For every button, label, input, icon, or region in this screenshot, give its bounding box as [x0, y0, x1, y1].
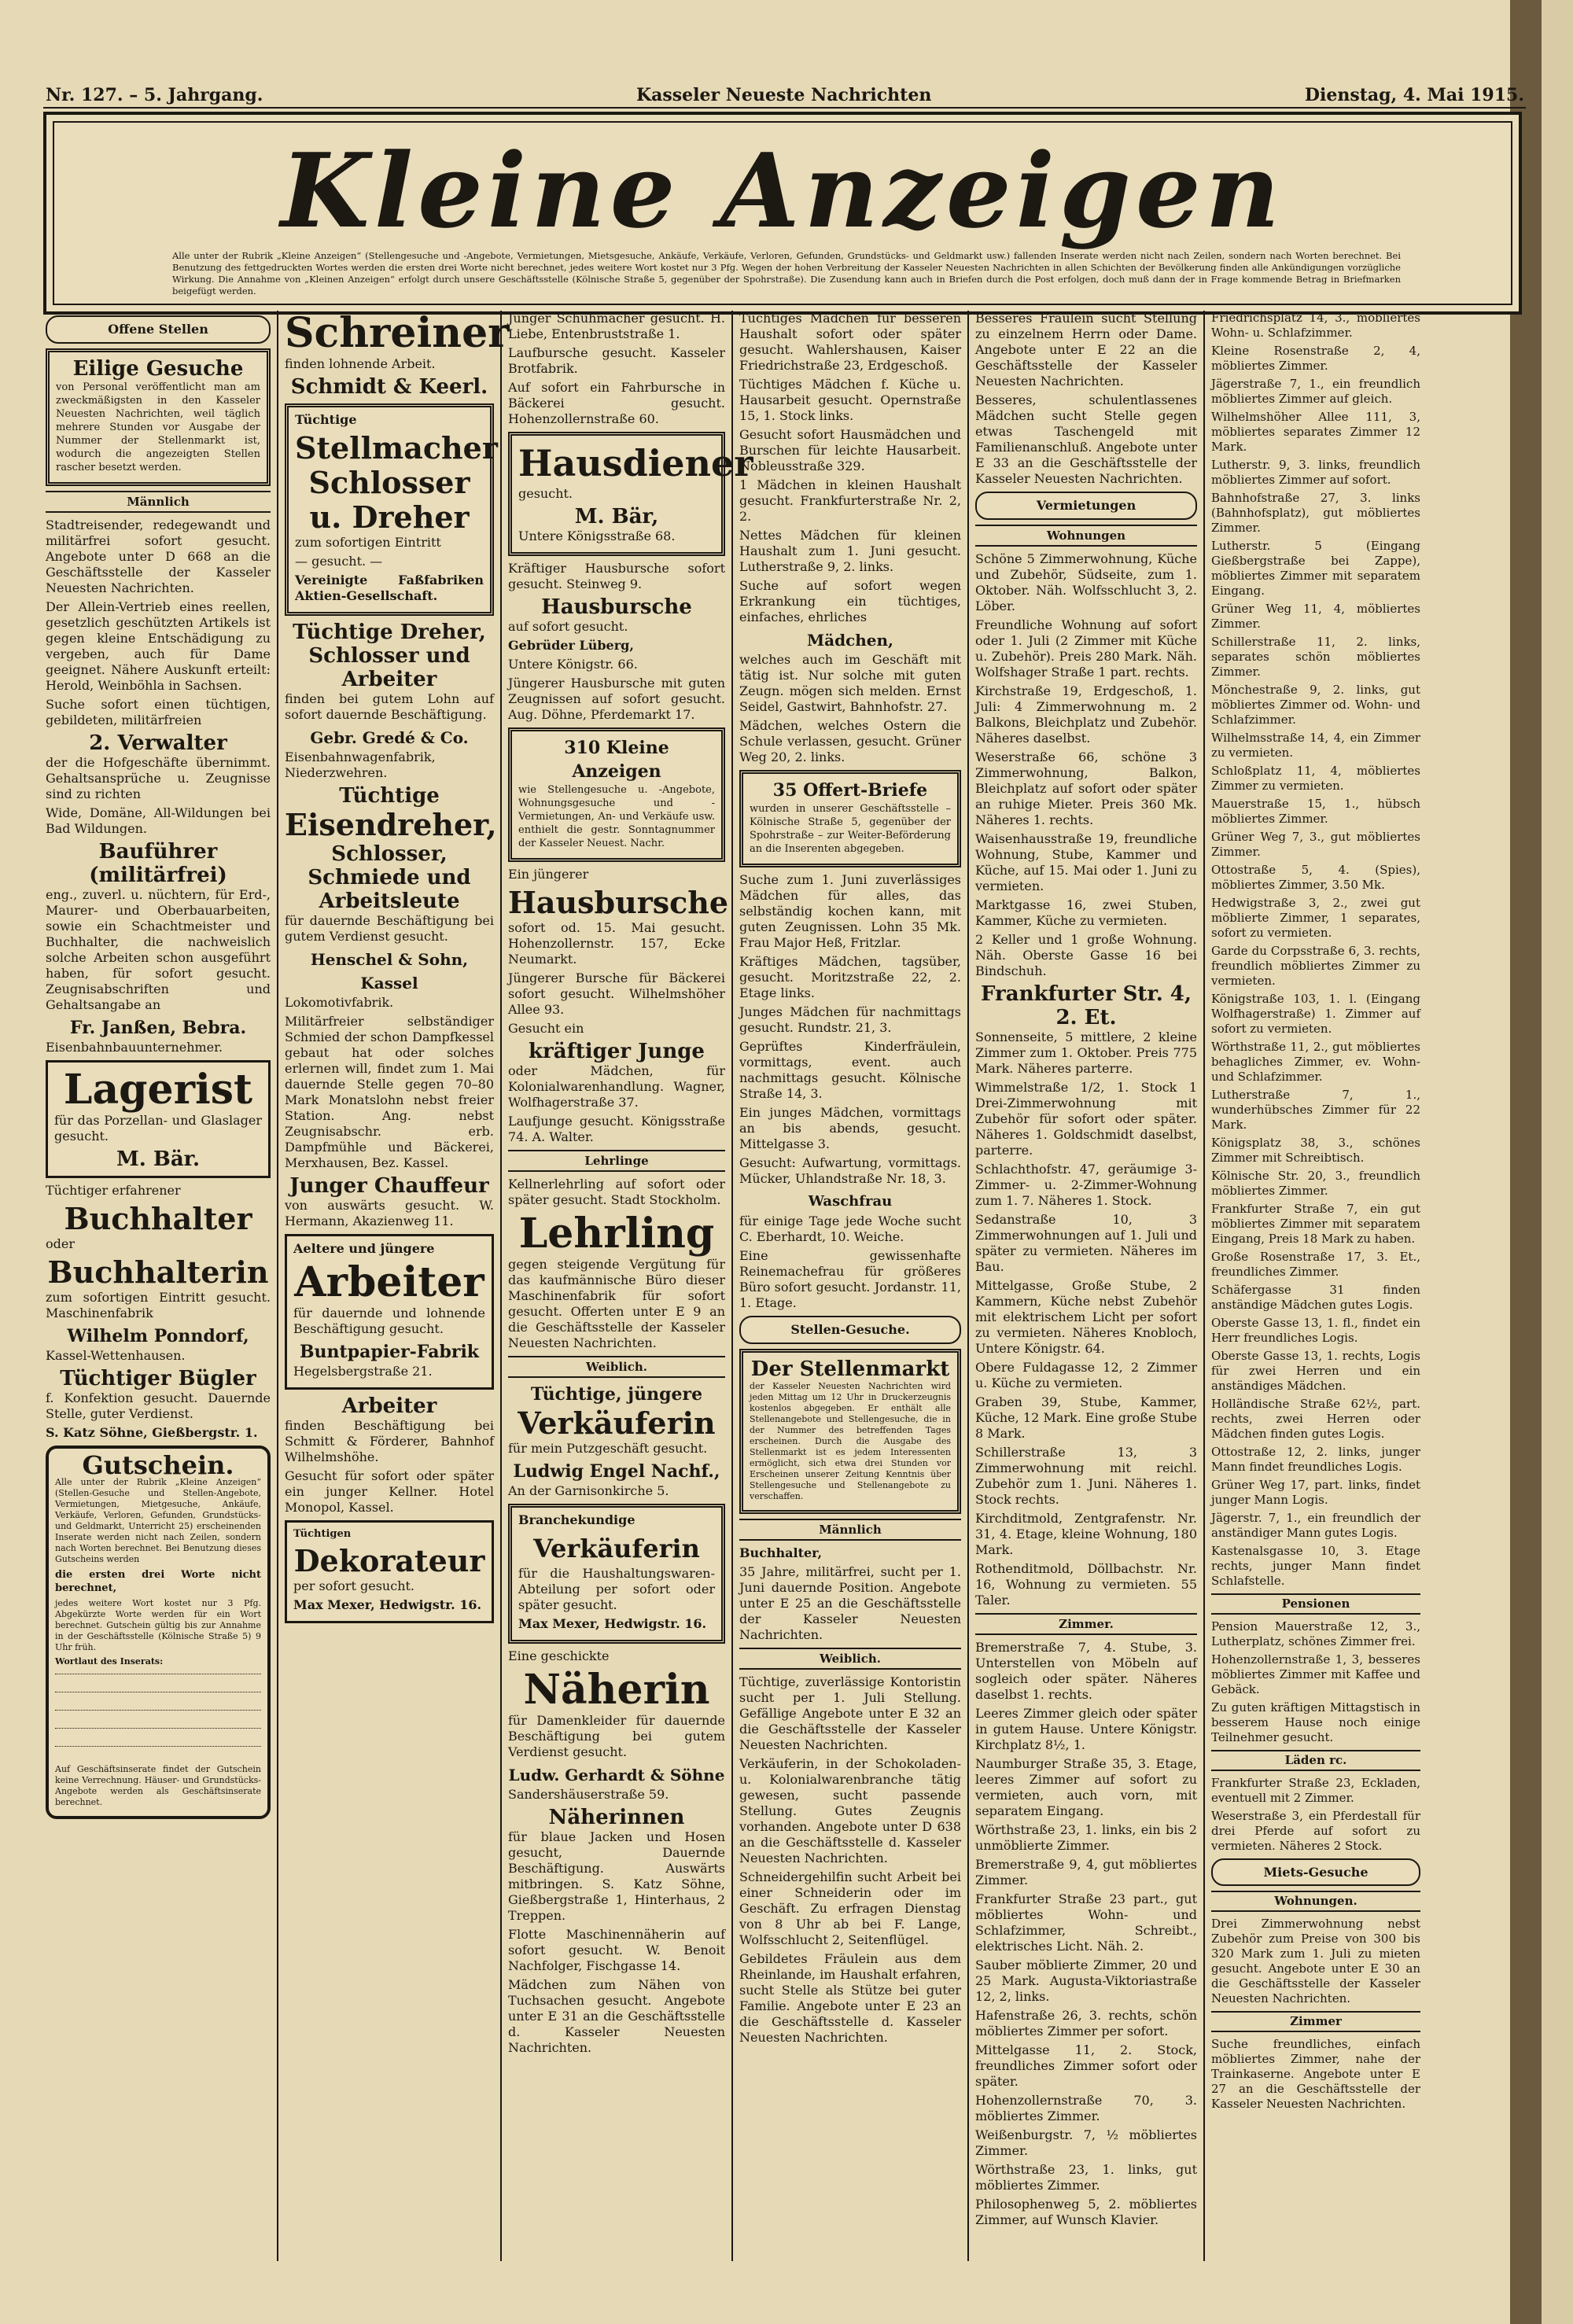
ad-text: für das Porzellan- und Glaslager gesucht.: [54, 1113, 262, 1144]
ad-text: für dauernde und lohnende Beschäftigung gesucht.: [293, 1306, 485, 1336]
header-rule: [43, 107, 1526, 109]
ad-text: Lutherstr. 9, 3. links, freundlich möbliertes Zimmer auf sofort.: [1211, 458, 1420, 487]
ad-text: Gesucht sofort Hausmädchen und Burschen für leichte Hausarbeit. Nobleusstraße 329.: [739, 427, 961, 473]
ad-text: oder Mädchen, für Kolonialwarenhandlung. Wagner, Wolfhagerstraße 37.: [508, 1063, 725, 1110]
coupon-bold: die ersten drei Worte nicht berechnet,: [55, 1569, 261, 1594]
ad-title: Hausbursche: [508, 885, 729, 920]
ad-text: Ein junges Mädchen, vormittags an bis abends, gesucht. Mittelgasse 3.: [739, 1105, 961, 1151]
ad-signature: M. Bär.: [116, 1147, 201, 1171]
ad-lagerist: [46, 1060, 271, 1178]
ad-title: Mädchen,: [806, 631, 894, 650]
ad-text: Marktgasse 16, zwei Stuben, Kammer, Küche zu vermieten.: [975, 897, 1197, 928]
column-4: [739, 311, 961, 2261]
ad-text: für einige Tage jede Woche sucht C. Eberhardt, 10. Weiche.: [739, 1214, 961, 1244]
column-rule: [967, 311, 969, 2261]
ad-text: f. Konfektion gesucht. Dauernde Stelle, guter Verdienst.: [46, 1390, 271, 1421]
ad-text: Sonnenseite, 5 mittlere, 2 kleine Zimmer zum 1. Oktober. Preis 775 Mark. Näheres parterre.: [975, 1029, 1197, 1076]
ad-text: für Damenkleider für dauernde Beschäftigung bei gutem Verdienst gesucht.: [508, 1713, 725, 1759]
ad-signature: Max Mexer, Hedwigstr. 16.: [293, 1597, 482, 1612]
banner-text: Alle unter der Rubrik „Kleine Anzeigen“ (Stellengesuche und -Angebote, Vermietungen, Mietsgesuche, Ankäufe, Verkäufe, Verloren, Gefunden, Grundstücks- und Geldmarkt usw.) fallenden Inserate werden nicht nach Zeilen, sondern nach Worten berechnet. Bei Benutzung des fettgedruckten Wortes werden die ersten drei Worte nicht berechnet, jedes weitere Wort kostet nur 3 Pfg. Wegen der hohen Verbreitung der Kasseler Neuesten Nachrichten in allen Schichten der Bevölkerung finden alle Ankündigungen vorzügliche Wirkung. Die Annahme von „Kleinen Anzeigen“ erfolgt durch unsere Geschäftsstelle (Kölnische Straße 5, gegenüber der Spohrstraße). Die Zusendung kann auch in Briefen durch die Post erfolgen, doch muß dann der in Frage kommende Betrag in Briefmarken beigefügt werden.: [172, 250, 1401, 296]
ad-text: Verkäuferin, in der Schokoladen- u. Kolonialwarenbranche tätig gewesen, sucht passende Stellung. Gutes Zeugnis vorhanden. Angebote unter D 638 an die Geschäftsstelle d. Kasseler Neuesten Nachrichten.: [739, 1756, 961, 1865]
ad-title: Stellmacher: [295, 430, 498, 466]
issue-number: Nr. 127. – 5. Jahrgang.: [46, 85, 263, 105]
ad-text: Tüchtiger erfahrener: [46, 1183, 181, 1198]
ad-text: Junges Mädchen für nachmittags gesucht. Rundstr. 21, 3.: [739, 1004, 961, 1035]
ad-text: Tüchtige: [295, 412, 357, 427]
ad-text: Wilhelmshöher Allee 111, 3, möbliertes separates Zimmer 12 Mark.: [1211, 410, 1420, 454]
newspaper-name: Kasseler Neueste Nachrichten: [636, 85, 932, 105]
ad-text: Kastenalsgasse 10, 3. Etage rechts, junger Mann findet Schlafstelle.: [1211, 1544, 1420, 1588]
ad-text: Sauber möblierte Zimmer, 20 und 25 Mark. Augusta-Viktoriastraße 12, 2, links.: [975, 1958, 1197, 2004]
ad-text: Geprüftes Kinderfräulein, vormittags, event. auch nachmittags gesucht. Kölnische Straße 14, 3.: [739, 1039, 961, 1101]
ad-text: Untere Königstr. 66.: [508, 657, 638, 672]
ad-title: Tüchtige, jüngere: [530, 1384, 703, 1405]
ad-title: Tüchtige: [339, 784, 440, 808]
ad-text: Garde du Corpsstraße 6, 3. rechts, freundlich möbliertes Zimmer zu vermieten.: [1211, 944, 1420, 988]
section-vermietungen: Vermietungen: [975, 492, 1197, 520]
subsection-weiblich: Weiblich.: [508, 1356, 725, 1378]
issue-date: Dienstag, 4. Mai 1915.: [1304, 85, 1524, 105]
ad-text: der Kasseler Neuesten Nachrichten wird jeden Mittag um 12 Uhr in Druckerzeugnis kostenlos abgegeben. Er enthält alle Stellenangebote und Stellengesuche, die in der Nummer des betreffenden Tages erscheinen. Durch die Ausgabe des Stellenmarkt ist es jedem Interessenten ermöglicht, sich etwa drei Stunden vor Erscheinen unserer Zeitung Kenntnis über Stellengesuche und Stellenangebote zu verschaffen.: [750, 1381, 951, 1501]
column-3: [508, 311, 753, 2261]
ad-text: Leeres Zimmer gleich oder später in gutem Hause. Untere Königstr. Kirchplatz 8½, 1.: [975, 1706, 1197, 1752]
ad-text: Oberste Gasse 13, 1. rechts, Logis für zwei Herren und ein anständiges Mädchen.: [1211, 1349, 1420, 1393]
coupon-write-line[interactable]: [55, 1728, 261, 1740]
coupon-write-line[interactable]: [55, 1692, 261, 1703]
ad-text: Mauerstraße 15, 1., hübsch möbliertes Zimmer.: [1211, 797, 1420, 826]
ad-text: 1 Mädchen in kleinen Haushalt gesucht. Frankfurterstraße Nr. 2, 2.: [739, 477, 961, 524]
ad-text: eng., zuverl. u. nüchtern, für Erd-, Maurer- und Oberbauarbeiten, sowie ein Schachtmeister und Buchhalter, die nachweislich solche Arbeiten schon ausgeführt haben, für sofort gesucht. Zeugnisabschriften und Gehaltsangabe an: [46, 887, 271, 1012]
ad-text: Eine gewissenhafte Reinemachefrau für größeres Büro sofort gesucht. Jordanstr. 11, 1. Etage.: [739, 1248, 961, 1310]
ad-text: 35 Jahre, militärfrei, sucht per 1. Juni dauernde Position. Angebote unter E 25 an die Geschäftsstelle der Kasseler Neuesten Nachrichten.: [739, 1564, 961, 1642]
ad-title: Näherinnen: [548, 1806, 685, 1829]
ad-text: Drei Zimmerwohnung nebst Zubehör zum Preise von 300 bis 320 Mark zum 1. Juli zu mieten gesucht. Angebote unter E 30 an die Geschäftsstelle der Kasseler Neuesten Nachrichten.: [1211, 1917, 1420, 2005]
ad-title: Verkäuferin: [533, 1534, 700, 1563]
coupon-title: Gutschein.: [82, 1450, 234, 1480]
ad-kellner: Gesucht für sofort oder später ein junger Kellner. Hotel Monopol, Kassel.: [285, 1468, 494, 1515]
ad-310-kleine-anzeigen: [508, 727, 725, 862]
ad-text: für blaue Jacken und Hosen gesucht, Dauernde Beschäftigung. Auswärts mitbringen. S. Katz Söhne, Gießbergstraße 1, Hinterhaus, 2 Treppen.: [508, 1829, 725, 1923]
ad-title: Schreiner: [285, 309, 510, 357]
section-miets-gesuche: Miets-Gesuche: [1211, 1858, 1420, 1886]
ad-text: Hohenzollernstraße 1, 3, besseres möbliertes Zimmer mit Kaffee und Gebäck.: [1211, 1652, 1420, 1696]
ad-title: Tüchtiger Bügler: [60, 1367, 256, 1390]
ad-text: Rothenditmold, Döllbachstr. Nr. 16, Wohnung zu vermieten. 55 Taler.: [975, 1561, 1197, 1608]
ad-text: Lutherstraße 7, 1., wunderhübsches Zimmer für 22 Mark.: [1211, 1088, 1420, 1132]
kleine-anzeigen-banner: [43, 112, 1522, 315]
ad-text: Eisenbahnbauunternehmer.: [46, 1040, 223, 1055]
ad-text: Frankfurter Straße 23, Eckladen, eventuell mit 2 Zimmer.: [1211, 1776, 1420, 1805]
ad-text: Sedanstraße 10, 3 Zimmerwohnungen auf 1. Juli und später zu vermieten. Näheres im Bau.: [975, 1212, 1197, 1274]
ad-signature: Fr. Janßen, Bebra.: [69, 1018, 247, 1038]
ad-title: Buchhalter: [64, 1201, 252, 1236]
ad-signature: Ludw. Gerhardt & Söhne: [508, 1766, 725, 1784]
subsection-wohnungen: Wohnungen.: [1211, 1891, 1420, 1912]
ad-text: zum sofortigen Eintritt: [295, 535, 441, 550]
ad-text: finden Beschäftigung bei Schmitt & Förderer, Bahnhof Wilhelmshöhe.: [285, 1418, 494, 1464]
ad-text: Schäfergasse 31 finden anständige Mädchen gutes Logis.: [1211, 1283, 1420, 1312]
ad-text: Wimmelstraße 1/2, 1. Stock 1 Drei-Zimmerwohnung mit Zubehör für sofort oder später. Näheres 1. Goldschmidt daselbst, parterre.: [975, 1080, 1197, 1158]
ad-text: Ottostraße 5, 4. (Spies), möbliertes Zimmer, 3.50 Mk.: [1211, 863, 1420, 892]
ad-text: sofort od. 15. Mai gesucht. Hohenzollernstr. 157, Ecke Neumarkt.: [508, 920, 725, 967]
ad-text: Weißenburgstr. 7, ½ möbliertes Zimmer.: [975, 2127, 1197, 2158]
ad-laufbursche: Laufbursche gesucht. Kasseler Brotfabrik.: [508, 345, 725, 376]
ad-text: Schloßplatz 11, 4, möbliertes Zimmer zu vermieten.: [1211, 764, 1420, 793]
ad-text: Suche zum 1. Juni zuverlässiges Mädchen für alles, das selbständig kochen kann, mit guten Zeugnissen. Lohn 35 Mk. Frau Major Heß, Fritzlar.: [739, 872, 961, 950]
ad-laufjunge: Laufjunge gesucht. Königsstraße 74. A. Walter.: [508, 1114, 725, 1144]
column-2: [285, 309, 510, 2261]
ad-title: 35 Offert-Briefe: [772, 780, 928, 801]
column-rule: [731, 311, 733, 2261]
ad-signature: S. Katz Söhne, Gießbergstr. 1.: [46, 1425, 258, 1440]
ad-title: kräftiger Junge: [529, 1040, 705, 1063]
ad-signature: Gebr. Gredé & Co.: [310, 728, 469, 747]
ad-signature: Buntpapier-Fabrik: [299, 1342, 480, 1362]
ad-title: Bauführer (militärfrei): [89, 840, 227, 887]
gutschein-coupon: [46, 1446, 271, 1819]
ad-title: Junger Chauffeur: [289, 1174, 489, 1198]
ad-text: Schöne 5 Zimmerwohnung, Küche und Zubehör, Südseite, zum 1. Oktober. Näh. Wolfsschlucht 3, 2. Löber.: [975, 551, 1197, 613]
ad-text: Frankfurter Straße 23 part., gut möbliertes Wohn- und Schlafzimmer, Schreibt., elektrisches Licht. Näh. 2.: [975, 1891, 1197, 1954]
ad-text: Tüchtige, zuverlässige Kontoristin sucht per 1. Juli Stellung. Gefällige Angebote unter E 32 an die Geschäftsstelle der Kasseler Neuesten Nachrichten.: [739, 1674, 961, 1752]
ad-text: Kassel-Wettenhausen.: [46, 1348, 186, 1363]
ad-hausbursche: Kräftiger Hausbursche sofort gesucht. Steinweg 9.: [508, 561, 725, 591]
ad-text: Hohenzollernstraße 70, 3. möbliertes Zimmer.: [975, 2093, 1197, 2123]
page-header: [46, 85, 1524, 105]
ad-text: Bremerstraße 9, 4, gut möbliertes Zimmer.: [975, 1857, 1197, 1888]
subsection-zimmer: Zimmer: [1211, 2011, 1420, 2032]
ad-title: Buchhalter,: [739, 1545, 823, 1560]
ad-fahrbursche: Auf sofort ein Fahrbursche in Bäckerei gesucht. Hohenzollernstraße 60.: [508, 380, 725, 426]
coupon-write-line[interactable]: [55, 1710, 261, 1722]
ad-title: Lagerist: [63, 1066, 253, 1114]
ad-text: Zu guten kräftigen Mittagstisch in besserem Hause noch einige Teilnehmer gesucht.: [1211, 1700, 1420, 1744]
subsection-maennlich: Männlich: [46, 491, 271, 513]
column-1: [46, 311, 271, 2261]
ad-text: Weserstraße 3, ein Pferdestall für drei Pferde auf sofort zu vermieten. Näheres 2 Stock.: [1211, 1809, 1420, 1853]
section-offene-stellen: Offene Stellen: [46, 315, 271, 344]
ad-signature: Ludwig Engel Nachf.,: [513, 1461, 720, 1482]
ad-text: Schneidergehilfin sucht Arbeit bei einer Schneiderin oder im Geschäft. Zu erfragen Dienstag von 8 Uhr ab bei F. Lange, Wolfsschlucht 2, Seitenflügel.: [739, 1869, 961, 1947]
ad-text: Kirchditmold, Zentgrafenstr. Nr. 31, 4. Etage, kleine Wohnung, 180 Mark.: [975, 1511, 1197, 1557]
ad-text: Sandershäuserstraße 59.: [508, 1787, 669, 1802]
ad-text: Wide, Domäne, All-Wildungen bei Bad Wildungen.: [46, 805, 271, 836]
ad-text: Besseres, schulentlassenes Mädchen sucht Stelle gegen etwas Taschengeld mit Familienanschluß. Angebote unter E 33 an die Geschäftsstelle der Kasseler Neuesten Nachrichten.: [975, 392, 1197, 486]
ad-signature: Vereinigte Faßfabriken Aktien-Gesellschaft.: [295, 573, 484, 603]
ad-text: oder: [46, 1236, 75, 1251]
ad-text: Schillerstraße 13, 3 Zimmerwohnung mit reichl. Zubehör zum 1. Juni. Näheres 1. Stock rechts.: [975, 1445, 1197, 1507]
column-6: [1211, 311, 1420, 2261]
coupon-text: jedes weitere Wort kostet nur 3 Pfg. Abgekürzte Worte werden für ein Wort berechnet. Gutschein gültig bis zur Annahme in der Geschäftsstelle (Kölnische Straße 5) 9 Uhr früh.: [55, 1598, 261, 1652]
ad-title: Hausbursche: [541, 595, 692, 619]
ad-text: Philosophenweg 5, 2. möbliertes Zimmer, auf Wunsch Klavier.: [975, 2197, 1197, 2227]
ad-text: Königsplatz 38, 3., schönes Zimmer mit Schreibtisch.: [1211, 1136, 1420, 1165]
ad-text: Suche auf sofort wegen Erkrankung ein tüchtiges, einfaches, ehrliches: [739, 578, 961, 624]
ad-text: Mädchen, welches Ostern die Schule verlassen, gesucht. Grüner Weg 20, 2. links.: [739, 718, 961, 764]
ad-text: Pension Mauerstraße 12, 3., Lutherplatz, schönes Zimmer frei.: [1211, 1619, 1420, 1648]
ad-text: Ein jüngerer: [508, 867, 589, 882]
ad-title: Schlosser: [308, 465, 470, 500]
ad-hausbursche-2: Jüngerer Hausbursche mit guten Zeugnissen auf sofort gesucht. Aug. Döhne, Pferdemarkt 17.: [508, 676, 725, 722]
ad-text: Bahnhofstraße 27, 3. links (Bahnhofsplatz), gut möbliertes Zimmer.: [1211, 491, 1420, 535]
ad-signature: Schmidt & Keerl.: [290, 375, 488, 399]
ad-maedchen-naehen: Mädchen zum Nähen von Tuchsachen gesucht. Angebote unter E 31 an die Geschäftsstelle d. Kasseler Neuesten Nachrichten.: [508, 1977, 725, 2055]
ad-text: 2 Keller und 1 große Wohnung. Näh. Oberste Gasse 16 bei Bindschuh.: [975, 932, 1197, 978]
ad-text: Hedwigstraße 3, 2., zwei gut möblierte Zimmer, 1 separates, sofort zu vermieten.: [1211, 896, 1420, 940]
ad-text: Ottostraße 12, 2. links, junger Mann findet freundliches Logis.: [1211, 1445, 1420, 1474]
subsection-maennlich: Männlich: [739, 1519, 961, 1541]
ad-offert-briefe: [739, 770, 961, 867]
subsection-pensionen: Pensionen: [1211, 1593, 1420, 1615]
ad-text: für mein Putzgeschäft gesucht.: [508, 1441, 708, 1456]
ad-text: gesucht.: [518, 486, 573, 501]
coupon-footer: Auf Geschäftsinserate findet der Gutschein keine Verrechnung. Häuser- und Grundstücks-Angebote werden als Geschäftsinserate berechnet.: [55, 1764, 261, 1807]
coupon-text: Alle unter der Rubrik „Kleine Anzeigen“ (Stellen-Gesuche und Stellen-Angebote, Vermietungen, Mietgesuche, Ankäufe, Verkäufe, Verloren, Gefunden, Grundstücks- und Geldmarkt, Unterricht 25) erscheinenden Inserate werden nicht nach Zeilen, sondern nach Worten berechnet. Bei Benutzung dieses Gutscheins werden: [55, 1477, 261, 1564]
ad-text: Königstraße 103, 1. l. (Eingang Wolfhagerstraße) 1. Zimmer auf sofort zu vermieten.: [1211, 992, 1420, 1036]
ad-text: von Personal veröffentlicht man am zweckmäßigsten in den Kasseler Neuesten Nachrichten, weil täglich mehrere Stunden vor Ausgabe der Nummer der Stellenmarkt ist, wodurch die angezeigten Stellen rascher besetzt werden.: [56, 381, 260, 473]
column-rule: [1203, 311, 1205, 2261]
ad-text: Besseres Fräulein sucht Stellung zu einzelnem Herrn oder Dame. Angebote unter E 22 an die Geschäftsstelle der Kasseler Neuesten Nachrichten.: [975, 311, 1197, 389]
ad-text: Wörthstraße 23, 1. links, gut möbliertes Zimmer.: [975, 2162, 1197, 2193]
ad-text: Mönchestraße 9, 2. links, gut möbliertes Zimmer od. Wohn- und Schlafzimmer.: [1211, 683, 1420, 727]
ad-maschinennaeherin: Flotte Maschinennäherin auf sofort gesucht. W. Benoit Nachfolger, Fischgasse 14.: [508, 1927, 725, 1973]
ad-text: für die Haushaltungswaren-Abteilung per sofort oder später gesucht.: [518, 1566, 715, 1612]
ad-text: Bremerstraße 7, 4. Stube, 3. Unterstellen von Möbeln auf sogleich oder später. Näheres daselbst 1. rechts.: [975, 1640, 1197, 1702]
ad-text: Kräftiges Mädchen, tagsüber, gesucht. Moritzstraße 22, 2. Etage links.: [739, 954, 961, 1000]
ad-text: Jägerstraße 7, 1., ein freundlich möbliertes Zimmer auf gleich.: [1211, 377, 1420, 406]
ad-text: Obere Fuldagasse 12, 2 Zimmer u. Küche zu vermieten.: [975, 1360, 1197, 1390]
banner-title: Kleine Anzeigen: [280, 131, 1285, 251]
ad-text: Aeltere und jüngere: [293, 1241, 435, 1256]
ad-text: für dauernde Beschäftigung bei gutem Verdienst gesucht.: [285, 913, 494, 944]
ad-text: per sofort gesucht.: [293, 1578, 415, 1593]
ad-signature: Wilhelm Ponndorf,: [67, 1326, 249, 1346]
ad-text: Weserstraße 66, schöne 3 Zimmerwohnung, Balkon, Bleichplatz auf sofort oder später an ruhige Mieter. Preis 360 Mk. Näheres 1. rechts.: [975, 749, 1197, 827]
ad-title: Dekorateur: [293, 1543, 485, 1578]
ad-text: — gesucht. —: [295, 554, 383, 569]
ad-title: Näherin: [523, 1666, 710, 1714]
ad-text: Schlachthofstr. 47, geräumige 3-Zimmer- u. 2-Zimmer-Wohnung zum 1. 7. Näheres 1. Stock.: [975, 1162, 1197, 1208]
ad-text: Graben 39, Stube, Kammer, Küche, 12 Mark. Eine große Stube 8 Mark.: [975, 1394, 1197, 1441]
ad-text: Waisenhausstraße 19, freundliche Wohnung, Stube, Kammer und Küche, auf 15. Mai oder 1. Juni zu vermieten.: [975, 831, 1197, 893]
ad-text: Grüner Weg 17, part. links, findet junger Mann Logis.: [1211, 1478, 1420, 1507]
ad-title: Der Stellenmarkt: [750, 1357, 950, 1381]
ad-text: wurden in unserer Geschäftsstelle – Kölnische Straße 5, gegenüber der Spohrstraße – zur Weiter-Beförderung an die Inserenten abgegeben.: [750, 803, 951, 855]
ad-text: Wörthstraße 11, 2., gut möbliertes behagliches Zimmer, ev. Wohn- und Schlafzimmer.: [1211, 1040, 1420, 1084]
ad-text: Friedrichsplatz 14, 3., möbliertes Wohn- u. Schlafzimmer.: [1211, 311, 1420, 340]
column-rule: [500, 311, 502, 2261]
subsection-weiblich: Weiblich.: [739, 1648, 961, 1670]
ad-text: Schillerstraße 11, 2. links, separates schön möbliertes Zimmer.: [1211, 635, 1420, 679]
ad-text: Suche sofort einen tüchtigen, gebildeten, militärfreien: [46, 697, 271, 727]
ad-title: 310 Kleine Anzeigen: [564, 738, 669, 782]
ad-arbeiter: [285, 1234, 494, 1390]
ad-text: Tüchtiges Mädchen f. Küche u. Hausarbeit gesucht. Opernstraße 15, 1. Stock links.: [739, 377, 961, 423]
ad-text: Hegelsbergstraße 21.: [293, 1364, 433, 1379]
ad-branchekundige-verkaeuferin: [508, 1504, 725, 1644]
ad-text: Grüner Weg 7, 3., gut möbliertes Zimmer.: [1211, 830, 1420, 859]
ad-title: Arbeiter: [341, 1394, 437, 1418]
ad-text: Tüchtigen: [293, 1528, 352, 1540]
ad-signature: Henschel & Sohn, Kassel: [310, 950, 469, 993]
ad-text: Mittelgasse, Große Stube, 2 Kammern, Küche nebst Zubehör mit elektrischem Licht per sofort zu vermieten. Näheres Knobloch, Untere Königstr. 64.: [975, 1278, 1197, 1356]
ad-kellnerlehrling: Kellnerlehrling auf sofort oder später gesucht. Stadt Stockholm.: [508, 1177, 725, 1207]
ad-hausdiener: [508, 432, 753, 556]
ad-title: Eilige Gesuche: [72, 357, 244, 381]
ad-signature: Gebrüder Lüberg,: [508, 638, 634, 653]
ad-text: Wörthstraße 23, 1. links, ein bis 2 unmöblierte Zimmer.: [975, 1822, 1197, 1853]
ad-title: 2. Verwalter: [89, 731, 227, 755]
ad-title: Arbeiter: [294, 1258, 484, 1306]
ad-signature: M. Bär,: [574, 505, 659, 529]
ad-title: Eisendreher,: [285, 807, 497, 842]
ad-stadtreisender: Stadtreisender, redegewandt und militärfrei sofort gesucht. Angebote unter D 668 an die Geschäftsstelle der Kasseler Neuesten Nachrichten.: [46, 517, 271, 595]
ad-signature: Max Mexer, Hedwigstr. 16.: [518, 1616, 707, 1631]
ad-text: Eisenbahnwagenfabrik, Niederzwehren.: [285, 749, 436, 780]
ad-text: Mittelgasse 11, 2. Stock, freundliches Zimmer sofort oder später.: [975, 2042, 1197, 2089]
coupon-field-label: Wortlaut des Inserats:: [55, 1656, 164, 1667]
ad-text: Gesucht ein: [508, 1021, 584, 1036]
coupon-write-line[interactable]: [55, 1674, 261, 1685]
ad-text: Gebildetes Fräulein aus dem Rheinlande, im Haushalt erfahren, sucht Stelle als Stütze bei guter Familie. Angebote unter E 23 an die Geschäftsstelle d. Kasseler Neuesten Nachrichten.: [739, 1951, 961, 2045]
ad-title: Frankfurter Str. 4, 2. Et.: [981, 982, 1192, 1029]
ad-text: Branchekundige: [518, 1512, 635, 1527]
ad-title: Schlosser, Schmiede und Arbeitsleute: [308, 842, 471, 913]
ad-text: Nettes Mädchen für kleinen Haushalt zum 1. Juni gesucht. Lutherstraße 9, 2. links.: [739, 528, 961, 574]
ad-text: Holländische Straße 62½, part. rechts, zwei Herren oder Mädchen finden gutes Logis.: [1211, 1397, 1420, 1441]
ad-title: Waschfrau: [808, 1193, 893, 1210]
page-binding-edge: [1510, 0, 1542, 2324]
ad-eilige-gesuche: [46, 348, 271, 486]
subsection-zimmer: Zimmer.: [975, 1613, 1197, 1635]
ad-stellmacher: [285, 403, 498, 616]
ad-text: Jägerstr. 7, 1., ein freundlich der anständiger Mann gutes Logis.: [1211, 1511, 1420, 1540]
subsection-wohnungen: Wohnungen: [975, 525, 1197, 547]
ad-text: Oberste Gasse 13, 1. fl., findet ein Herr freundliches Logis.: [1211, 1316, 1420, 1345]
ad-text: auf sofort gesucht.: [508, 619, 628, 634]
coupon-write-line[interactable]: [55, 1746, 261, 1758]
ad-title: Hausdiener: [518, 442, 753, 484]
ad-text: Große Rosenstraße 17, 3. Et., freundliches Zimmer.: [1211, 1250, 1420, 1279]
ad-text: wie Stellengesuche u. -Angebote, Wohnungsgesuche und -Vermietungen, An- und Verkäufe usw. enthielt die gestr. Sonntagnummer der Kasseler Neuest. Nachr.: [518, 784, 715, 849]
ad-text: Freundliche Wohnung auf sofort oder 1. Juli (2 Zimmer mit Küche u. Zubehör). Preis 280 Mark. Näh. Wolfshager Straße 1 part. rechts.: [975, 617, 1197, 680]
ad-text: der die Hofgeschäfte übernimmt. Gehaltsansprüche u. Zeugnisse sind zu richten: [46, 755, 271, 801]
ad-allein-vertrieb: Der Allein-Vertrieb eines reellen, gesetzlich geschützten Artikels ist gegen kleine Entschädigung zu vergeben, auch für Dame geeignet. Nähere Auskunft erteilt: Herold, Weinböhla in Sachsen.: [46, 599, 271, 693]
ad-schmied: Militärfreier selbständiger Schmied der schon Dampfkessel gebaut hat oder solches erlernen will, findet zum 1. Mai dauernde Stelle gegen 70–80 Mark Monatslohn nebst freier Station. Ang. nebst Zeugnisabschr. erb. Dampfmühle und Bäckerei, Merxhausen, Bez. Kassel.: [285, 1014, 494, 1170]
ad-text: Kirchstraße 19, Erdgeschoß, 1. Juli: 4 Zimmerwohnung m. 2 Balkons, Bleichplatz und Zubehör. Näheres daselbst.: [975, 683, 1197, 746]
ad-text: Kölnische Str. 20, 3., freundlich möbliertes Zimmer.: [1211, 1169, 1420, 1198]
section-stellen-gesuche: Stellen-Gesuche.: [739, 1316, 961, 1344]
ad-title: Verkäuferin: [518, 1405, 716, 1441]
ad-text: Kleine Rosenstraße 2, 4, möbliertes Zimmer.: [1211, 344, 1420, 373]
ad-text: Lokomotivfabrik.: [285, 995, 394, 1010]
subsection-lehrlinge: Lehrlinge: [508, 1150, 725, 1172]
ad-schuhmacher: Junger Schuhmacher gesucht. H. Liebe, Entenbruststraße 1.: [508, 311, 725, 341]
ad-bursche-baeckerei: Jüngerer Bursche für Bäckerei sofort gesucht. Wilhelmshöher Allee 93.: [508, 970, 725, 1017]
ad-text: Naumburger Straße 35, 3. Etage, leeres Zimmer auf sofort zu vermieten, auch vorn, mit separatem Eingang.: [975, 1756, 1197, 1818]
ad-title: u. Dreher: [309, 499, 470, 535]
ad-text: An der Garnisonkirche 5.: [508, 1483, 669, 1498]
ad-text: Gesucht: Aufwartung, vormittags. Mücker, Uhlandstraße Nr. 18, 3.: [739, 1155, 961, 1186]
ad-text: Eine geschickte: [508, 1648, 610, 1663]
ad-text: Grüner Weg 11, 4, möbliertes Zimmer.: [1211, 602, 1420, 631]
ad-stellenmarkt: [739, 1349, 961, 1514]
ad-text: Lutherstr. 5 (Eingang Gießbergstraße bei Zappe), möbliertes Zimmer mit separatem Eingang.: [1211, 539, 1420, 598]
ad-text: Wilhelmsstraße 14, 4, ein Zimmer zu vermieten.: [1211, 731, 1420, 760]
ad-text: finden bei gutem Lohn auf sofort dauernde Beschäftigung.: [285, 691, 494, 722]
subsection-laeden: Läden rc.: [1211, 1750, 1420, 1771]
ad-text: Suche freundliches, einfach möbliertes Zimmer, nahe der Trainkaserne. Angebote unter E 27 an die Geschäftsstelle der Kasseler Neuesten Nachrichten.: [1211, 2037, 1420, 2111]
ad-text: Hafenstraße 26, 3. rechts, schön möbliertes Zimmer per sofort.: [975, 2008, 1197, 2039]
ad-text: zum sofortigen Eintritt gesucht. Maschinenfabrik: [46, 1290, 271, 1320]
ad-text: welches auch im Geschäft mit tätig ist. Nur solche mit guten Zeugn. mögen sich melden. Ernst Seidel, Gastwirt, Bahnhofstr. 27.: [739, 652, 961, 714]
ad-title: Tüchtige Dreher, Schlosser und Arbeiter: [293, 621, 486, 691]
ad-text: finden lohnende Arbeit.: [285, 356, 436, 371]
ad-text: Tüchtiges Mädchen für besseren Haushalt sofort oder später gesucht. Wahlershausen, Kaiser Friedrichstraße 23, Erdgeschoß.: [739, 311, 961, 373]
column-5: [975, 311, 1197, 2261]
ad-text: Frankfurter Straße 7, ein gut möbliertes Zimmer mit separatem Eingang, Preis 18 Mark zu haben.: [1211, 1202, 1420, 1246]
ad-title: Lehrling: [518, 1210, 715, 1258]
ad-dekorateur: [285, 1520, 494, 1623]
ad-text: gegen steigende Vergütung für das kaufmännische Büro dieser Maschinenfabrik für sofort gesucht. Offerten unter E 9 an die Geschäftsstelle der Kasseler Neuesten Nachrichten.: [508, 1257, 725, 1350]
ad-text: von auswärts gesucht. W. Hermann, Akazienweg 11.: [285, 1198, 494, 1228]
ad-title: Buchhalterin: [47, 1254, 269, 1290]
column-rule: [277, 311, 278, 2261]
ad-text: Untere Königsstraße 68.: [518, 529, 676, 543]
